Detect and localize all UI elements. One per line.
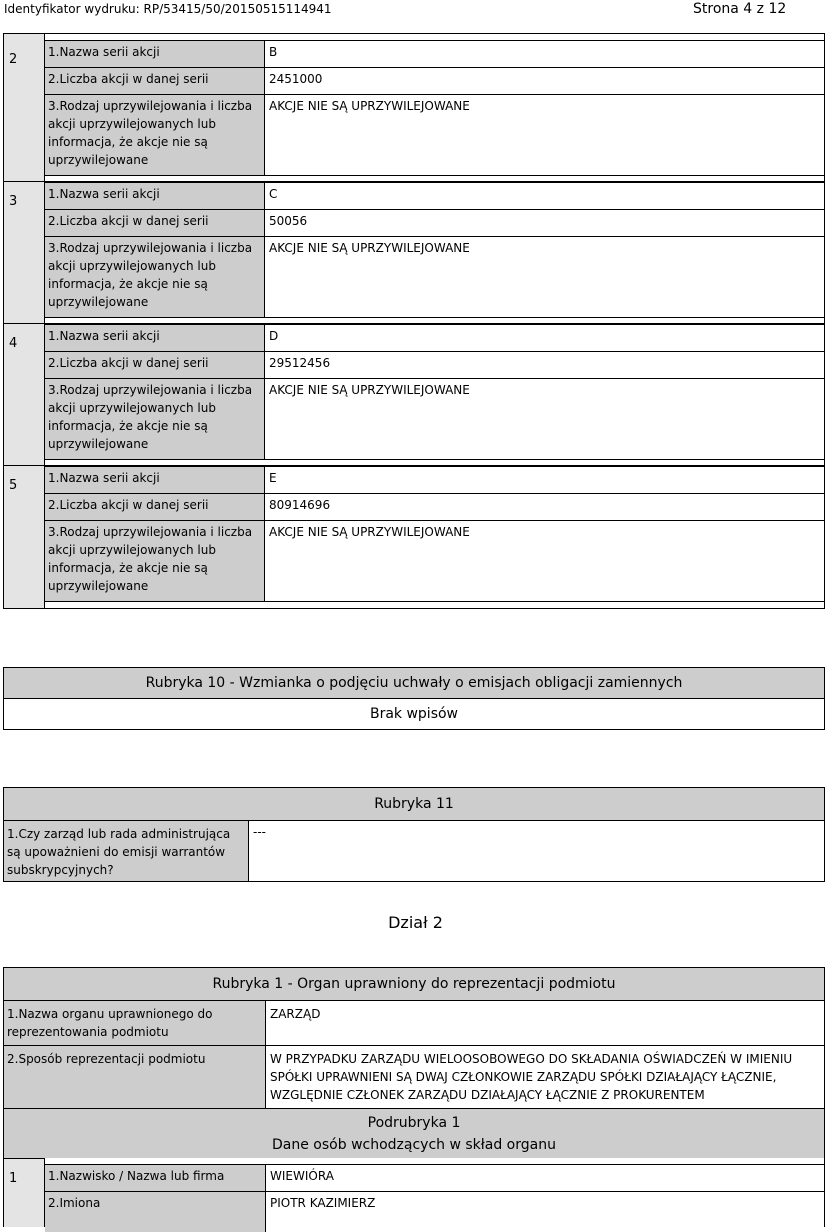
series-type-label: 3.Rodzaj uprzywilejowania i liczba akcji uprzywilejowanych lub informacja, że akcje nie są uprzywilejowane [45,95,265,175]
person-number: 1 [9,1171,18,1186]
section-title: Dział 2 [388,913,443,932]
series-type-value: AKCJE NIE SĄ UPRZYWILEJOWANE [269,525,470,539]
organ-label: 1.Nazwa organu uprawnionego do reprezentowania podmiotu [4,1001,266,1045]
rubryka-11-title: Rubryka 11 [4,788,824,821]
share-series-3 [3,181,825,323]
rubryka-10-title: Rubryka 10 - Wzmianka o podjęciu uchwały o emisjach obligacji zamiennych [4,668,824,699]
page-number: Strona 4 z 12 [693,1,787,17]
series-type-value: AKCJE NIE SĄ UPRZYWILEJOWANE [269,99,470,113]
warrants-value: --- [253,825,266,839]
representation-value: W PRZYPADKU ZARZĄDU WIELOOSOBOWEGO DO SKŁADANIA OŚWIADCZEŃ W IMIENIU SPÓŁKI UPRAWNIENI SĄ DWAJ CZŁONKOWIE ZARZĄDU SPÓŁKI DZIAŁAJĄCY ŁĄCZNIE, WZGLĘDNIE CZŁONEK ZARZĄDU DZIAŁAJĄCY ŁĄCZNIE Z PROKURENTEM [270,1052,793,1102]
series-type-value: AKCJE NIE SĄ UPRZYWILEJOWANE [269,241,470,255]
series-name-value: C [269,187,278,201]
series-name-value: D [269,329,279,343]
share-series-5 [3,465,825,609]
person-number-cell [4,1158,45,1227]
organ-row [4,1000,824,1045]
organ-value: ZARZĄD [270,1007,321,1021]
rubryka-1-title: Rubryka 1 - Organ uprawniony do reprezentacji podmiotu [4,968,824,1000]
series-name-value: E [269,471,277,485]
series-number: 3 [9,194,18,209]
representation-label: 2.Sposób reprezentacji podmiotu [4,1046,266,1108]
series-count-value: 50056 [269,214,308,228]
person-surname-label: 1.Nazwisko / Nazwa lub firma [45,1165,266,1191]
series-count-row [45,493,824,520]
series-count-label: 2.Liczba akcji w danej serii [45,494,265,520]
series-count-row [45,67,824,94]
series-type-row [45,378,824,459]
series-number-cell [3,33,44,181]
series-table [44,33,825,181]
series-type-value: AKCJE NIE SĄ UPRZYWILEJOWANE [269,383,470,397]
representation-row [4,1045,824,1108]
series-count-label: 2.Liczba akcji w danej serii [45,352,265,378]
podrubryka-1-subtitle: Dane osób wchodzących w skład organu [272,1137,556,1153]
rubryka-11 [3,787,825,882]
series-number: 5 [9,478,18,493]
share-series-2 [3,33,825,181]
series-count-value: 2451000 [269,72,323,86]
series-number-cell [3,323,44,465]
rubryka-1 [3,967,825,1227]
series-table [44,323,825,465]
rubryka-10 [3,667,825,730]
series-name-label: 1.Nazwa serii akcji [45,467,265,493]
podrubryka-1-header [4,1108,824,1158]
series-count-row [45,209,824,236]
series-type-label: 3.Rodzaj uprzywilejowania i liczba akcji uprzywilejowanych lub informacja, że akcje nie są uprzywilejowane [45,237,265,317]
person-surname-value: WIEWIÓRA [270,1169,334,1183]
series-name-label: 1.Nazwa serii akcji [45,183,265,209]
series-name-row [45,324,824,351]
series-name-row [45,466,824,493]
series-name-row [45,182,824,209]
series-name-label: 1.Nazwa serii akcji [45,325,265,351]
series-type-label: 3.Rodzaj uprzywilejowania i liczba akcji uprzywilejowanych lub informacja, że akcje nie są uprzywilejowane [45,379,265,459]
warrants-row [4,821,824,881]
series-type-row [45,94,824,175]
person-names-label: 2.Imiona [45,1192,266,1232]
series-number-cell [3,465,44,609]
series-table [44,181,825,323]
podrubryka-1-title: Podrubryka 1 [367,1115,461,1131]
warrants-label: 1.Czy zarząd lub rada administrująca są upoważnieni do emisji warrantów subskrypcyjnych? [4,821,249,881]
series-count-label: 2.Liczba akcji w danej serii [45,210,265,236]
series-name-value: B [269,45,278,59]
person-names-value: PIOTR KAZIMIERZ [270,1196,376,1210]
rubryka-10-body: Brak wpisów [369,706,459,722]
series-spacer-row [45,601,824,609]
series-name-label: 1.Nazwa serii akcji [45,41,265,67]
series-name-row [45,40,824,67]
series-number-cell [3,181,44,323]
person-surname-row [45,1164,824,1191]
person-names-row [45,1191,824,1232]
series-type-label: 3.Rodzaj uprzywilejowania i liczba akcji uprzywilejowanych lub informacja, że akcje nie są uprzywilejowane [45,521,265,601]
series-type-row [45,520,824,601]
series-count-label: 2.Liczba akcji w danej serii [45,68,265,94]
series-count-row [45,351,824,378]
series-count-value: 29512456 [269,356,331,370]
series-number: 2 [9,52,18,67]
print-identifier: Identyfikator wydruku: RP/53415/50/20150515114941 [4,2,332,16]
series-number: 4 [9,336,18,351]
series-type-row [45,236,824,317]
series-table [44,465,825,609]
series-count-value: 80914696 [269,498,331,512]
share-series-4 [3,323,825,465]
